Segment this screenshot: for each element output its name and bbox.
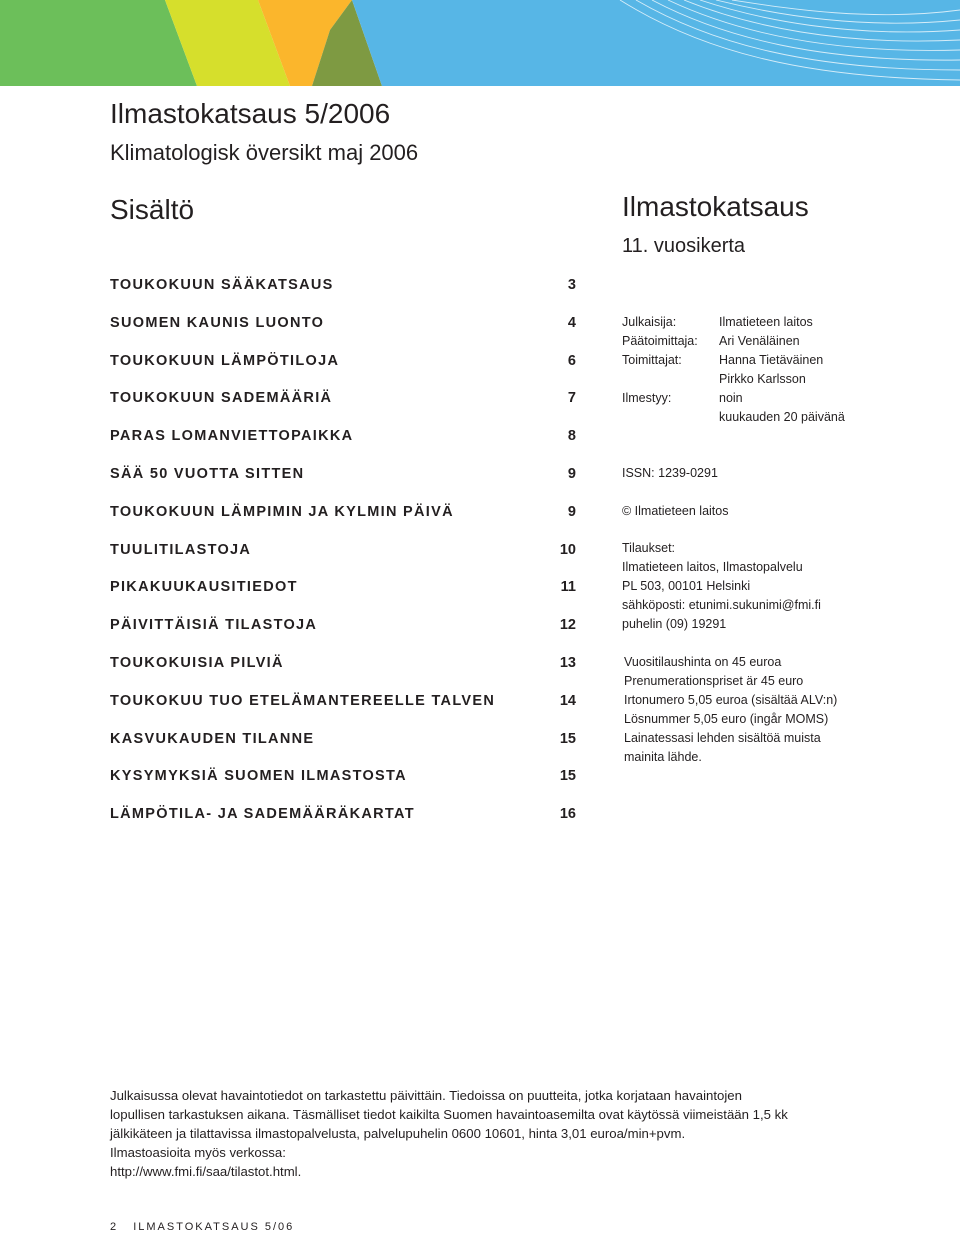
masthead-label: Päätoimittaja:: [622, 334, 698, 348]
masthead-publisher-row: [622, 313, 845, 332]
pricing-line: Lösnummer 5,05 euro (ingår MOMS): [624, 712, 829, 726]
table-of-contents: [110, 270, 576, 837]
masthead-label: Ilmestyy:: [622, 391, 672, 405]
masthead-label: Julkaisija:: [622, 315, 677, 329]
disclaimer-line: jälkikäteen ja tilattavissa ilmastopalvelusta, palvelupuhelin 0600 10601, hinta 3,01 euroa/min+pvm.: [110, 1126, 686, 1141]
pricing-line: Irtonumero 5,05 euroa (sisältää ALV:n): [624, 693, 838, 707]
toc-entry-title: TOUKOKUISIA PILVIÄ: [110, 654, 284, 671]
publication-subtitle: Klimatologisk översikt maj 2006: [110, 140, 419, 165]
toc-entry-title: KASVUKAUDEN TILANNE: [110, 730, 315, 747]
toc-entry-page: 7: [567, 390, 576, 407]
toc-entry-title: SUOMEN KAUNIS LUONTO: [110, 314, 325, 331]
disclaimer-url[interactable]: http://www.fmi.fi/saa/tilastot.html.: [110, 1164, 302, 1179]
orders-line: Tilaukset:: [622, 541, 676, 555]
masthead-value: Pirkko Karlsson: [719, 372, 806, 386]
toc-entry-title: PÄIVITTÄISIÄ TILASTOJA: [110, 617, 318, 634]
toc-entry-title: PARAS LOMANVIETTOPAIKKA: [110, 428, 354, 445]
copyright: © Ilmatieteen laitos: [622, 504, 729, 518]
pricing-line: Prenumerationspriset är 45 euro: [624, 674, 804, 688]
banner-green-stripe: [0, 0, 197, 86]
toc-entry-page: 9: [567, 503, 576, 520]
masthead-label: Toimittajat:: [622, 353, 682, 367]
toc-entry: [110, 648, 576, 686]
banner-blue-stripe: [352, 0, 960, 86]
toc-entry: [110, 724, 576, 762]
toc-entry-title: TOUKOKUUN SADEMÄÄRIÄ: [110, 390, 333, 407]
pricing-line: Lainatessasi lehden sisältöä muista: [624, 731, 821, 745]
orders-block: [622, 539, 821, 634]
toc-entry-page: 16: [559, 806, 576, 823]
orders-line: puhelin (09) 19291: [622, 617, 727, 631]
toc-entry: [110, 799, 576, 837]
toc-entry: [110, 686, 576, 724]
toc-entry-title: TOUKOKUUN SÄÄKATSAUS: [110, 277, 334, 293]
magazine-edition: 11. vuosikerta: [622, 235, 746, 257]
toc-entry-page: 3: [567, 277, 576, 293]
toc-entry-title: TOUKOKUUN LÄMPIMIN JA KYLMIN PÄIVÄ: [110, 503, 454, 520]
masthead-editor-in-chief-row: [622, 332, 845, 351]
disclaimer-line: lopullisen tarkastuksen aikana. Täsmälliset tiedot kaikilta Suomen havaintoasemilta ovat käytössä viimeistään 1,5 kk: [110, 1107, 788, 1122]
masthead-value: kuukauden 20 päivänä: [719, 410, 845, 424]
toc-entry-page: 10: [559, 541, 576, 558]
toc-entry: [110, 572, 576, 610]
toc-entry-title: LÄMPÖTILA- JA SADEMÄÄRÄKARTAT: [110, 806, 415, 823]
toc-entry-page: 13: [559, 654, 576, 671]
masthead-value: Hanna Tietäväinen: [719, 353, 824, 367]
toc-entry: [110, 497, 576, 535]
masthead-value: Ari Venäläinen: [719, 334, 800, 348]
masthead-appears-row-2: [622, 408, 845, 427]
toc-entry-page: 12: [559, 617, 576, 634]
page-number: 2: [110, 1221, 117, 1233]
masthead: [622, 313, 845, 427]
footer-publication: ILMASTOKATSAUS 5/06: [133, 1221, 295, 1233]
toc-entry-title: KYSYMYKSIÄ SUOMEN ILMASTOSTA: [110, 768, 407, 785]
toc-entry-page: 6: [567, 352, 576, 369]
toc-entry-title: TOUKOKUU TUO ETELÄMANTEREELLE TALVEN: [110, 692, 496, 709]
masthead-editors-row: [622, 351, 845, 370]
masthead-appears-row: [622, 389, 845, 408]
orders-line: PL 503, 00101 Helsinki: [622, 579, 751, 593]
page-footer: [110, 1220, 294, 1234]
toc-entry-page: 11: [560, 579, 576, 596]
issn: ISSN: 1239-0291: [622, 466, 718, 480]
toc-entry-title: TUULITILASTOJA: [110, 541, 252, 558]
toc-entry-title: SÄÄ 50 VUOTTA SITTEN: [110, 465, 305, 482]
toc-entry-page: 9: [567, 465, 576, 482]
toc-entry-page: 8: [567, 428, 576, 445]
masthead-editors-row-2: [622, 370, 845, 389]
masthead-value: Ilmatieteen laitos: [719, 315, 813, 329]
toc-entry: [110, 610, 576, 648]
publication-title: Ilmastokatsaus 5/2006: [110, 98, 391, 129]
pricing-line: Vuositilaushinta on 45 euroa: [624, 655, 782, 669]
toc-entry: [110, 421, 576, 459]
toc-entry-title: PIKAKUUKAUSITIEDOT: [110, 579, 298, 596]
toc-heading: Sisältö: [110, 194, 195, 225]
toc-entry-page: 14: [559, 692, 576, 709]
toc-entry-title: TOUKOKUUN LÄMPÖTILOJA: [110, 352, 340, 369]
toc-entry-page: 15: [559, 730, 576, 747]
orders-line: Ilmatieteen laitos, Ilmastopalvelu: [622, 560, 803, 574]
disclaimer-line: Ilmastoasioita myös verkossa:: [110, 1145, 286, 1160]
pricing-line: mainita lähde.: [624, 750, 702, 764]
disclaimer-line: Julkaisussa olevat havaintotiedot on tarkastettu päivittäin. Tiedoissa on puutteita, jotka korjataan havaintojen: [110, 1088, 742, 1103]
data-disclaimer: [110, 1086, 870, 1181]
toc-entry: [110, 761, 576, 799]
masthead-value: noin: [719, 391, 743, 405]
toc-entry: [110, 535, 576, 573]
header-banner: [0, 0, 960, 86]
toc-entry: [110, 459, 576, 497]
pricing-block: [624, 653, 837, 767]
magazine-title: Ilmastokatsaus: [622, 191, 809, 222]
toc-entry: [110, 346, 576, 384]
toc-entry: [110, 308, 576, 346]
toc-entry: [110, 383, 576, 421]
orders-line: sähköposti: etunimi.sukunimi@fmi.fi: [622, 598, 821, 612]
toc-entry-page: 4: [567, 314, 576, 331]
toc-entry-page: 15: [559, 768, 576, 785]
toc-entry: [110, 270, 576, 308]
